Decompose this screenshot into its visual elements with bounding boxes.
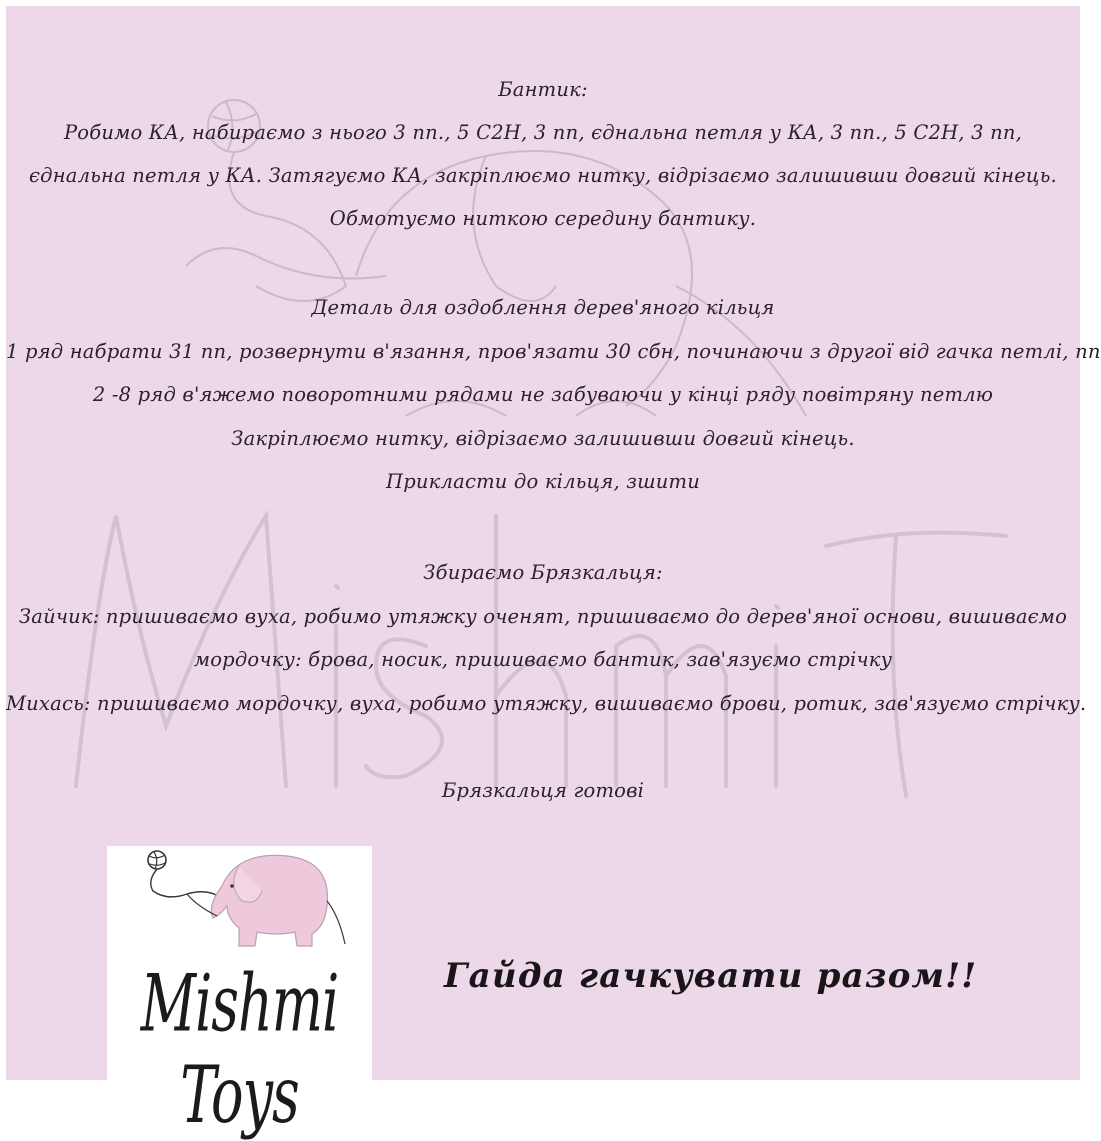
section-title-ring: Деталь для оздоблення дерев'яного кільця (311, 296, 775, 319)
recipe-card (6, 6, 1101, 1141)
instruction-line: мордочку: брова, носик, пришиваємо бантик, зав'язуємо стрічку (193, 648, 893, 671)
completion-note (6, 771, 1080, 811)
instruction-line: Зайчик: пришиваємо вуха, робимо утяжку оченят, пришиваємо до дерев'яної основи, вишиваємо (18, 604, 1068, 628)
ring-decoration-instructions (6, 286, 1101, 504)
section-title-assembly: Збираємо Брязкальця: (423, 561, 663, 584)
instruction-line: єднальна петля у КА. Затягуємо КА, закріплюємо нитку, відрізаємо залишивши довгий кінець. (29, 164, 1057, 187)
instruction-line: 1 ряд набрати 31 пп, розвернути в'язання, пров'язати 30 сбн, починаючи з другої від гачка петлі, пп (6, 339, 1101, 363)
instruction-line: Закріплюємо нитку, відрізаємо залишивши довгий кінець. (231, 426, 855, 450)
instruction-line: Робимо КА, набираємо з нього 3 пп., 5 С2Н, 3 пп, єднальна петля у КА, 3 пп., 5 С2Н, 3 пп, (63, 121, 1023, 144)
assembly-instructions (6, 551, 1087, 725)
section-title-bow: Бантик: (498, 78, 588, 101)
instruction-line: Михась: пришиваємо мордочку, вуха, робимо утяжку, вишиваємо брови, ротик, зав'язуємо стрічку. (6, 691, 1087, 715)
instruction-line: Прикласти до кільця, зшити (386, 470, 700, 493)
slogan: Гайда гачкувати разом!! (444, 956, 978, 996)
brand-name: Mishmi Toys (140, 958, 339, 1141)
elephant-with-yarn-ball-icon (127, 846, 352, 961)
brand-logo (107, 846, 372, 1141)
instruction-line: 2 -8 ряд в'яжемо поворотними рядами не забуваючи у кінці ряду повітряну петлю (92, 383, 994, 406)
bow-instructions (6, 68, 1080, 240)
completion-line: Брязкальця готові (441, 779, 645, 802)
instruction-line: Обмотуємо ниткою середину бантику. (329, 207, 757, 230)
